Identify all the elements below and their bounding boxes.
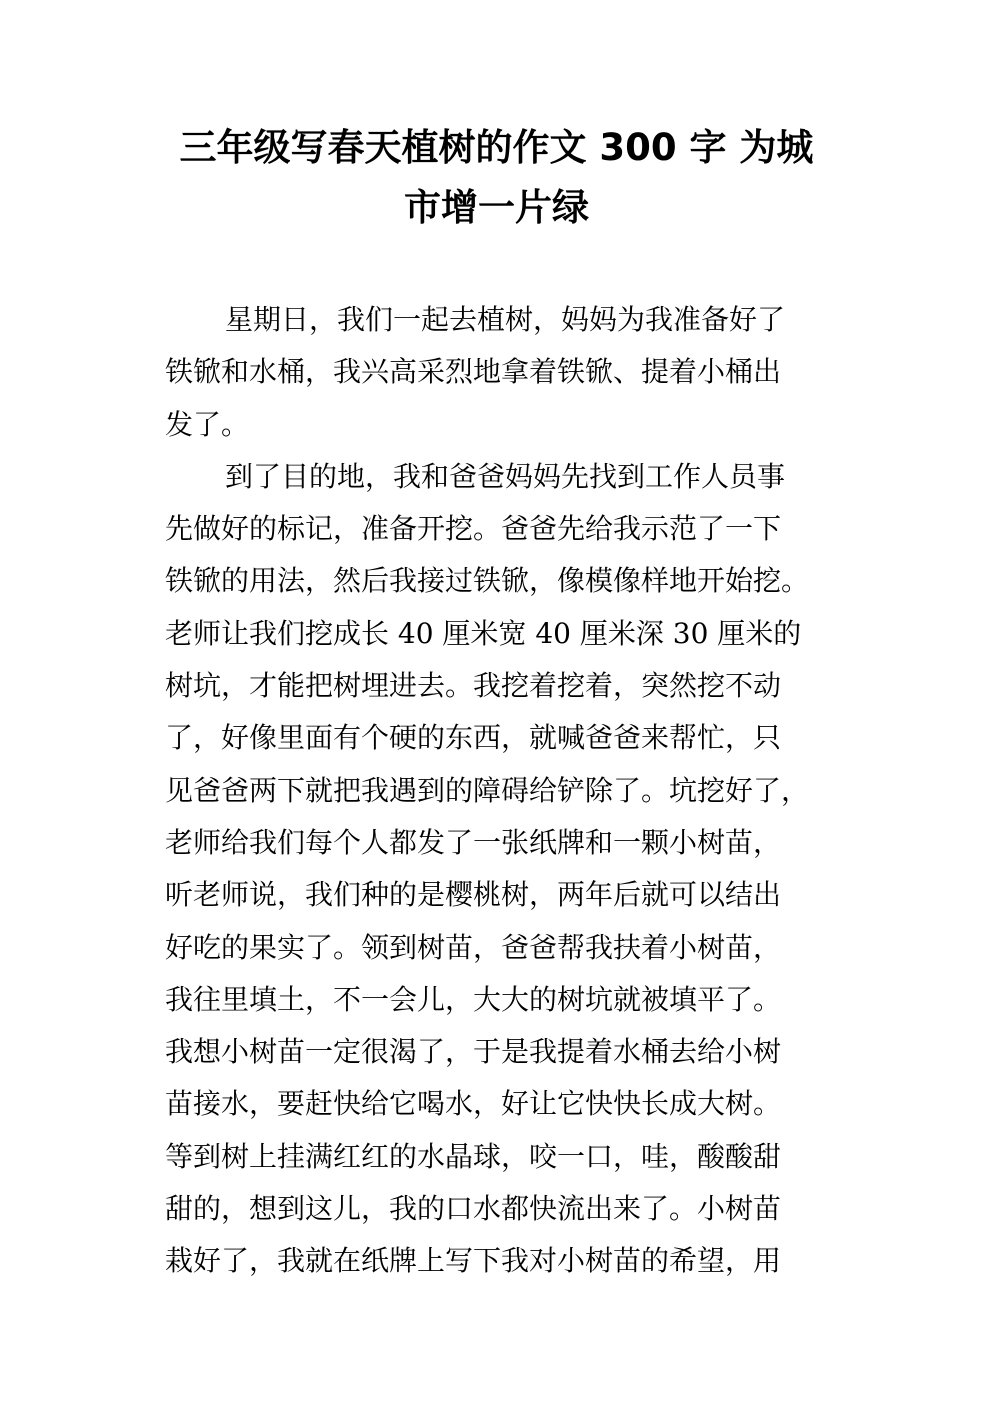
- paragraph-2-line-12: 我想小树苗一定很渴了，于是我提着水桶去给小树: [165, 1035, 782, 1069]
- paragraph-2-line-4: 老师让我们挖成长 40 厘米宽 40 厘米深 30 厘米的: [165, 616, 802, 650]
- paragraph-2-line-9: 听老师说，我们种的是樱桃树，两年后就可以结出: [165, 878, 782, 912]
- paragraph-2-line-3: 铁锨的用法，然后我接过铁锨，像模像样地开始挖。: [165, 564, 810, 598]
- paragraph-2-line-16: 栽好了，我就在纸牌上写下我对小树苗的希望，用: [165, 1244, 782, 1278]
- paragraph-2-line-5: 树坑，才能把树埋进去。我挖着挖着，突然挖不动: [165, 669, 782, 703]
- paragraph-2-line-2: 先做好的标记，准备开挖。爸爸先给我示范了一下: [165, 512, 782, 546]
- paragraph-2-line-1: 到了目的地，我和爸爸妈妈先找到工作人员事: [225, 459, 786, 493]
- paragraph-2-line-6: 了，好像里面有个硬的东西，就喊爸爸来帮忙，只: [165, 721, 782, 755]
- paragraph-1-line-2: 铁锨和水桶，我兴高采烈地拿着铁锨、提着小桶出: [165, 355, 782, 389]
- title-line-2: 市增一片绿: [404, 186, 589, 229]
- paragraph-2-line-15: 甜的，想到这儿，我的口水都快流出来了。小树苗: [165, 1192, 782, 1226]
- title-line-1: 三年级写春天植树的作文 300 字 为城: [179, 126, 814, 169]
- paragraph-2-line-13: 苗接水，要赶快给它喝水，好让它快快长成大树。: [165, 1087, 782, 1121]
- paragraph-2-line-7: 见爸爸两下就把我遇到的障碍给铲除了。坑挖好了，: [165, 773, 810, 807]
- paragraph-1-line-1: 星期日，我们一起去植树，妈妈为我准备好了: [225, 303, 786, 336]
- paragraph-2-line-10: 好吃的果实了。领到树苗，爸爸帮我扶着小树苗，: [165, 930, 782, 964]
- paragraph-2-line-11: 我往里填土，不一会儿，大大的树坑就被填平了。: [165, 982, 782, 1016]
- paragraph-1-line-3: 发了。: [165, 407, 250, 441]
- paragraph-2-line-14: 等到树上挂满红红的水晶球，咬一口，哇，酸酸甜: [165, 1139, 782, 1173]
- document-body: [165, 294, 845, 1288]
- paragraph-2-line-8: 老师给我们每个人都发了一张纸牌和一颗小树苗，: [165, 825, 782, 859]
- document-title: [130, 118, 863, 238]
